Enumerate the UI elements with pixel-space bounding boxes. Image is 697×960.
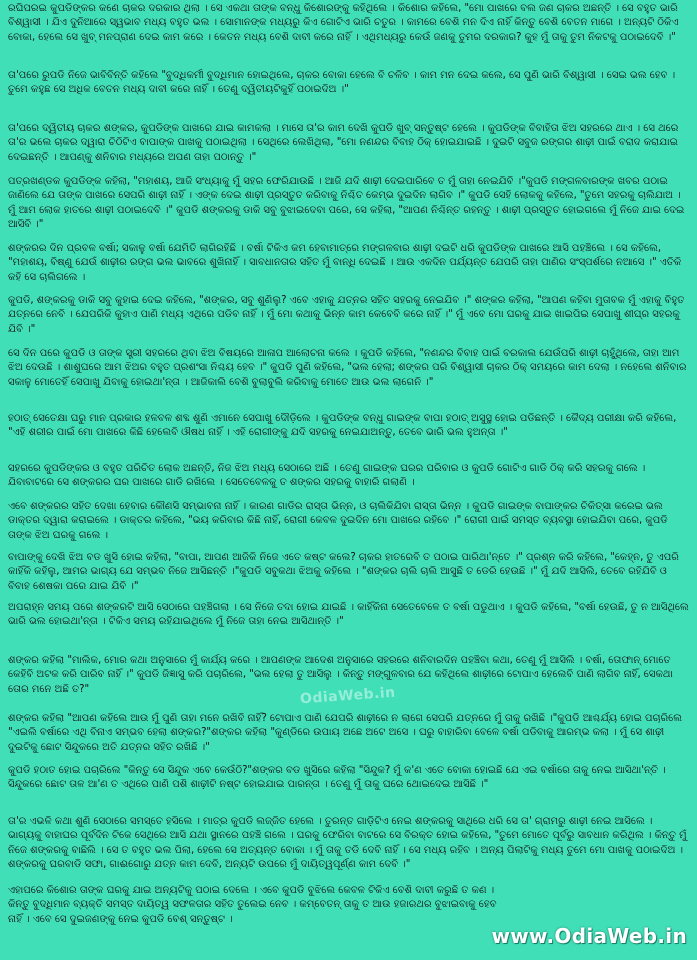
paragraph-5: ଶଙ୍କରର ଦିନ ପ୍ରବଳ ବର୍ଷା; ସକାଳୁ ବର୍ଷା ଯେମିତି ଲାଗିରହିଛି । ବର୍ଷା ଟିକିଏ କମ ହେବାମାତ୍ରେ ମଙ୍ଗଳବାର ଶାଢ଼ୀ ଦଇଟି ଧରି କୁପଡିଙ୍କ ପାଖରେ ଆସି ପହଞ୍ଚିଲେ । ସେ କହିଲେ, "ମହାଶୟ, ବିଷ୍ଣୁ ଯେଉଁ ଶାଢ଼ୀର ରଙ୍ଗ ଭଲ ଭାବରେ ଶୁଖିନାହିଁ । ସାବଧାନତାର ସହିତ ମୁଁ ବାନ୍ଧି ଦେଇଛି । ଆଉ ଏକଦିନ ପର୍ଯ୍ୟନ୍ତ ଯେପରି ତାହା ପାଣିର ସଂସ୍ପର୍ଶରେ ନଆସେ ।" ଏତିକି କହି ସେ ଚାଲିଗଲେ ।: [8, 243, 682, 283]
paragraph-16: ତା'ର ଏଭଳି କଥା ଶୁଣି ସେଠାରେ ସମସ୍ତେ ହସିଲେ । ମାତ୍ର କୁପଡି ଲଜ୍ଜିତ ହେଲେ । ତୁରନ୍ତ ଗାଡ଼ିଟିଏ ନେଇ ଶଙ୍କରକୁ ସାଥିରେ ଧରି ସେ ତା' ଗ୍ରାମରୁ ଶାଢ଼ୀ ନେଇ ଆସିଲେ । ଭାଗ୍ୟକୁ ବାହାଘର ପୂର୍ବଦିନ ଟିକେ ସେଥିରେ ଆସି ଯଥା ସ୍ଥାନରେ ପହଞ୍ଚି ଗଲେ । ଘରକୁ ଫେରିବା ବାଟରେ ସେ ବିରକ୍ତ ହୋଇ କହିଲେ, "ତୁମେ ମୋତେ ପୂର୍ବରୁ ସାବଧାନ କରିଥିଲ । କିନ୍ତୁ ମୁଁ ନିଜେ ଶଙ୍କରକୁ ବାଛିଲି । ସେ ତ ବହୁତ ଭଲ ପିଲା, ହେଲେ ସେ ଅତ୍ୟନ୍ତ ବୋକା । ମୁଁ ତାକୁ ତଡି ଦେବି ନାହିଁ । ସେ ମଧ୍ୟ ରହିବ । ଅନ୍ୟ ପିଲାଟିକୁ ମଧ୍ୟ ତୁମେ ମୋ ପାଖକୁ ପଠାଇଦିଅ । ଶଙ୍କରକୁ ଘରବାଡି ସଫା, ଗାଈଗୋରୁ ଯତ୍ନ କାମ ଦେବି, ଅନ୍ୟଟି ଉପରେ ମୁଁ ଦାୟିତ୍ୱପୂର୍ଣ୍ଣ କାମ ଦେବି ।": [8, 816, 687, 870]
paragraph-3: ତା'ପରେ ଦ୍ୱିତୀୟ ଚାକର ଶଙ୍କର, କୁପଡିଙ୍କ ପାଖରେ ଯାଇ କାମକଲା । ମାସେ ତା'ର କାମ ଦେଖି କୁପଡି ଖୁବ୍ ସନ୍ତୁଷ୍ଟ ହେଲେ । କୁପଡିଙ୍କ ବିବାହିତା ଝିଅ ସହରରେ ଥାଏ । ସେ ଥରେ ତା'ର ଭଲେ ଚାକର ଦ୍ୱାରା ଚିଠିଟିଏ ବାପାଙ୍କ ପାଖକୁ ପଠାଇଥିଲା । ସେଥିରେ ଲେଖିଥିଲା, "ମୋ ନଣନ୍ଦର ବିବାହ ଠିକ୍ ହୋଇଯାଇଛି । ଦୁଇଟି ସବୁଜ ରଙ୍ଗର ଶାଢ଼ୀ ପାଇଁ ବରାଦ କରାଯାଇ ଦେଇଛନ୍ତି । ଆପଣ୍କୁ ଶନିବାର ମଧ୍ୟରେ ଅପଣ ତାହା ପଠାନ୍ତୁ ।": [8, 123, 679, 163]
paragraph-14: ଶଙ୍କର କହିଲା "ଆପଣ କହିଲେ ଆଉ ମୁଁ ପୁଣି ତାହା ମନେ ରଖିବି ନାହିଁ? ଟୋପାଏ ପାଣି ଯେପରି ଶାଢ଼ୀରେ ନ ଲାଗେ ସେପରି ଯତ୍ନରେ ମୁଁ ତାକୁ ରଖିଛି ।"କୁପଡି ଆଶ୍ଚର୍ଯ୍ୟ ହୋଇ ପଚାରିଲେ "ଏଇଲି ବର୍ଷାରେ ଏଥି ବିନାଏ ସମ୍ଭବ ହେଲା ଶଙ୍କର?"ଶଙ୍କର କହିଲା "କୁଣ୍ଡିରେ ଉପାୟ ଅଛେ ଅଟେ ଅସେ । ଘରୁ ବାହାରିବା ବେଳେ ବର୍ଷା ପଡିବାକୁ ଆରମ୍ଭ କଲା । ମୁଁ ସେ ଶାଢ଼ୀ ଦୁଇଟିକୁ ଛୋଟ ସିନ୍ଦୁକରେ ଅତି ଯତ୍ନର ସହିତ ରଖିଛି ।": [8, 713, 683, 753]
paragraph-6: କୁପଡି, ଶଙ୍କରକୁ ଡାକି ସବୁ କୁହାଇ ଦେଇ କହିଲେ, "ଶଙ୍କର, ସବୁ ଶୁଣିଲୁ? ଏବେ ଏହାକୁ ଯତ୍ନର ସହିତ ସହରକୁ ନେଇଯିବ ।" ଶଙ୍କର କହିଲା, "ଆପଣ କହିବା ମୁତାବକ ମୁଁ ଏହାକୁ ବିହୁତ ଯତ୍ନରେ ନେବି । ଯେପରିକି କୁହାଏ ପାଣି ମଧ୍ୟ ଏଥିରେ ପଡିବ ନାହିଁ । ମୁଁ ମୋ କଥାକୁ ଭିନ୍ନ କାମ କେବେବି କରେ ନାହିଁ ।" ମୁଁ ଏବେ ମୋ ଘରକୁ ଯାଇ ଖାଇପିଇ ସେପାଖୁ ଶୀଘ୍ର ସହରକୁ ଯିବି ।": [8, 295, 685, 335]
paragraph-4: ପତ୍ରଖଣ୍ଡକ କୁପଡିଙ୍କ କହିଲା, "ମହାଶୟ, ଆଜି ସଂଧ୍ୟାକୁ ମୁଁ ସହର ଫେରିଯାଉଛି । ଆଜି ଯଦି ଶାଢ଼ୀ ଦେଇପାରିବେ ତ ମୁଁ ତାହା ନେଇଯିବି ।"କୁପଡି ମଙ୍ଗଳବାରଙ୍କ ଖବର ପଠାଇ ଜାଣିଲେ ଯେ ତାଙ୍କ ପାଖରେ ସେପରି ଶାଢ଼ୀ ନାହିଁ । ଏଙ୍କ ଦେଇ ଶାଢ଼ୀ ପ୍ରସ୍ତୁତ କରିବାକୁ ନିଶ୍ଚିତ କେମ୍ଭ ଦୁଇଦିନ ଲାଗିବ ।" କୁପଡି ସେହି ଲୋକକୁ କହିଲେ, "ତୁମେ ସହରକୁ ଚାଲିଯାଅ । ମୁଁ ଆମ ଲୋକ ହାତରେ ଶାଢ଼ୀ ପଠାଇଦେବି ।" କୁପଡି ଶଙ୍କରକୁ ଡାକି ସବୁ ବୁଝାଇଦେବା ପରେ, ସେ କହିଲା, "ଆପଣ ନିଶ୍ଚିନ୍ତ ରହନ୍ତୁ । ଶାଢ଼ୀ ପ୍ରସ୍ତୁତ ହୋଇଗଲେ ମୁଁ ନିଜେ ଯାଇ ଦେଇ ଆସିବି ।": [8, 176, 685, 230]
paragraph-12: ଅପରାହ୍ନ ସମୟ ପରେ ଶଙ୍କରଟି ଆସି ସେଠାରେ ପହଞ୍ଚିଗଲା । ସେ ନିଜେ ତଦା ହୋଇ ଯାଇଛି । କାହିଁକିନା ସେତେବେଳେ ତ ବର୍ଷା ପଡୁଥାଏ । କୁପଡି କହିଲେ, "ବର୍ଷା ହେଉଛି, ତୁ ନ ଆସିଥିଲେ ଭାରି ଭଲ ହୋଇଥା'ନ୍ତା । ଟିକିଏ ସମୟ ରହିଯାଇଥିଲେ ମୁଁ ନିଜେ ତାହା ନେଇ ଆସିଥାନ୍ତି ।": [8, 602, 689, 628]
paragraph-13: ଶଙ୍କର କହିଲା "ମାଲିକ, ମୋର କଥା ଅନୁସାରେ ମୁଁ କାର୍ଯ୍ୟ କରେ । ଆପଣଙ୍କ ଆଦେଶ ଅନୁସାରେ ସହରରେ ଶନିବାରଦିନ ପହଞ୍ଚିବା କଥା, ତେଣୁ ମୁଁ ଆସିଲି । ବର୍ଷା, ତୋଫାନ୍ ମୋତେ କେହିବି ଅଟକ କରି ପାରିବ ନାହିଁ ।" କୁପଡି ଜିଜ୍ଞାସୁ କରି ପଚାରିଲେ, "ଭଲ ହେଲା ତୁ ଆସିଲୁ । କିନ୍ତୁ ମଙ୍ଗୁଳବାର ଯେ କହିଥିଲେ ଶାଢ଼ୀରେ ଟୋପାଏ ହେଲେବି ପାଣି ଲାଗିବ ନାହିଁ, ସେକଥା ତୋର ମନେ ଅଛି ତ?": [8, 655, 673, 695]
paragraph-2: ତା'ପରେ ରୁପଡି ନିଜେ ଭାବିବିନ୍ତି କହିଲେ "ବୁଦ୍ଧିକର୍ମୀ ବୁଦ୍ଧିମାନ ହୋଇଥିଲେ, ଚାକର ବୋକା ହେଲେ ବି ଚଳିବ । କାମ ମନ ଦେଇ କଲେ, ସେ ପୁଣି ଭାରି ବିଶ୍ୱାସୀ । ସେଇ ଭଲ ହେବ । ତୁମେ କହୁଛ ସେ ଅଧିକ ବେତନ ମଧ୍ୟ ଦାବୀ କରେ ନାହିଁ । ତେଣୁ ଦ୍ୱିତୀୟଟିକୁହିଁ ପଠାଇଦିଅ ।": [8, 70, 676, 96]
paragraph-17: ଏହାପରେ କିଶୋର ତାଙ୍କ ଘରକୁ ଯାଇ ଅନ୍ୟଟିକୁ ପଠାଇ ଦେଲେ । ଏବେ କୁପଡି ବୁଝିଲେ କେବଳ ଟିକିଏ ବେଶି ଦାବୀ କରୁଛି ତ କଣ । କିନ୍ତୁ ବୁଦ୍ଧିମାନ ବ୍ୟକ୍ତି ସମସ୍ତ ଦାୟିତ୍ୱ ସଫଳତାର ସହିତ ତୁଲେଇ ନେବ । କମ୍ବେତନ୍ ତାକୁ ତ ଆଉ ହଜାରଥର ବୁଝାଇବାକୁ ହେବ ନାହିଁ । ଏବେ ସେ ଦୁଇଜଣଙ୍କୁ ନେଇ କୁପଡି ବେଶ୍ ସନ୍ତୁଷ୍ଟ ।: [8, 885, 497, 925]
paragraph-15: କୁପଡି ହଠାତ ହୋଇ ପଚାରିଲେ "କିନ୍ତୁ ସେ ସିନ୍ଦୁକ ଏବେ କେଉଁଠି?"ଶଙ୍କର ବଡ ଖୁସିରେ କହିଲା "ସିନ୍ଦୁକ? ମୁଁ କ'ଣ ଏତେ ବୋକା ହୋଇଛି ଯେ ଏଇ ବର୍ଷାରେ ତାକୁ ନେଇ ଆସିଥା'ନ୍ତି । ସିନ୍ଦୁକରେ ଛୋଟ ତାଳ ଆ'ଣ ତ ଏଥିରେ ପାଣି ପଶି ଶାଢ଼ୀଟି ନଷ୍ଟ ହୋଇଯାଇ ପାରନ୍ତା । ତେଣୁ ମୁଁ ତାକୁ ଘରେ ଥୋଇଦେଇ ଆସିଛି ।": [8, 765, 666, 791]
paragraph-9: ସହରରେ କୁପଡିଙ୍କର ଓ ବହୁତ ପରିଚିତ ଲୋକ ଅଛନ୍ତି, ନିଜ ଝିଅ ମଧ୍ୟ ସେଠାରେ ଅଛି । ତେଣୁ ଗାଇଙ୍କ ଘରର ପରିବାର ଓ କୁପଡି ଗୋଟିଏ ଗାଡି ଠିକ୍ କରି ସହରକୁ ଗଲେ । ଯିବାବାଟରେ ସେ ଶଙ୍କରର ଘର ପାଖରେ ଗାଡି ରଖିଲେ । ସେତେବେଳକୁ ତ ଶଙ୍କର ସହରକୁ ବାହାରି ଗଲାଣି ।: [8, 463, 646, 489]
paragraph-11: ବାପାଙ୍କୁ ଦେଖି ଝିଅ ବଡ ଖୁସି ହୋଇ କହିଲା, "ବାପା, ଆପଣ ଆଜିକି ନିଜେ ଏତେ କଷ୍ଟ କଲେ? ଚାକର ହାତରେବି ତ ପଠାଇ ପାରିଥା'ନ୍ତେ ।" ପ୍ରଶ୍ନ କରି କହିଲେ, "କେହ୍ନ, ତୁ ଏପରି କାହିଁକି କହିଲୁ, ଆମର ଭାଗ୍ୟ ଯେ ସମ୍ଭବ ନିଜେ ଆସିଛନ୍ତି ।"କୁପଡି ସବୁକଥା ଝିଅକୁ କହିଲେ । "ଶଙ୍କର ଚାଲି ଚାଲି ଆସୁଛି ତ ଡେରି ହେଉଛି ।" ମୁଁ ଯଦି ଆସିଲି, ତେବେ ରହିଯିବି ଓ ବିବାହ ଶେଷକା ପରେ ଯାଇ ଯିବି ।": [8, 552, 679, 592]
paragraph-10: ଏବେ ଶଙ୍କରର ସହିତ ଦେଖା ହେବାର କୌଣସି ସମ୍ଭାବନା ନାହିଁ । କାରଣ ଗାଡିର ରାସ୍ତା ଭିନ୍ନ, ଓ ଚାଲିକିଯିବା ରାସ୍ତା ଭିନ୍ନ । କୁପଡି ଗାଇଙ୍କ ବାପାଙ୍କର ଚିକିତ୍ସା କରେଇ ଭଲ ଡାକ୍ତର ଦ୍ୱାରା କରାଇଲେ । ଡାକ୍ତର କହିଲେ, "ଭୟ କରିବାର କିଛି ନାହିଁ, ରୋଗୀ କେବଳ ଦୁଇଦିନ ମୋ ପାଖରେ ରହିବେ ।" ରୋଗୀ ପାଇଁ ସମସ୍ତ ବ୍ୟବସ୍ଥା ହୋଇଯିବା ପରେ, କୁପଡି ତାଙ୍କ ଝିଅ ଘରକୁ ଗଲେ ।: [8, 501, 668, 541]
paragraph-7: ସେ ଦିନ ପରେ କୁପଡି ଓ ତାଙ୍କ ସ୍ତ୍ରୀ ସହରରେ ଥିବା ଝିଅ ବିଷୟରେ ଆଳାପ ଆଲୋଚନା କଲେ । କୁପଡି କହିଲେ, "ନଣନ୍ଦର ବିବାହ ପାଇଁ ବରକାଲ ଯେଉଁପରି ଶାଢ଼ୀ ଚାହୁଁଥିଲେ, ତାହା ଆମ ଝିଅ ଦେଉଛି । ଶାଶୁଘରେ ଆମ ଝିଅର ବହୁତ ପ୍ରଶଂସା ନିଶ୍ଚୟ ହେବ ।" କୁପଡି ପୁଣି କହିଲେ, "ଭଲ ହେଲା; ଶଙ୍କର ପରି ବିଶ୍ୱାସୀ ଚାକର ଠିକ୍ ସମୟରେ କାମ ଦେଲା । ନହେଲେ ଶନିବାର ସକାଳୁ ମୋତେହିଁ ସେପାଖୁ ଯିବାକୁ ହୋଇଥା'ନ୍ତା । ଆଜିକାଲି ବେଶି ବୁଲାବୁଲି କରିବାକୁ ମୋତେ ଆଉ ଭଲ ଲାଗେନି ।": [8, 348, 687, 388]
paragraph-8: ହଠାତ୍ ସେତେକ୍ଷା ଘରୁ ମାନ ପ୍ରକାର ହଳବଳ ଶବ୍ଦ ଶୁଣି ଏମାନେ ସେପାଖୁ ଦୌଡ଼ିଲେ । କୁପଡିଙ୍କ ବନ୍ଧୁ ଗାଇଙ୍କ ବାପା ହଠାତ୍ ଅସୁସ୍ଥ ହୋଇ ପଡିଛନ୍ତି । କୈଦ୍ୟ ପରୀକ୍ଷା କରି କହିଲେ, "ଏହି ଶରୀର ପାଇଁ ମୋ ପାଖରେ କିଛି ହେଲେବି ଔଷଧ ନାହିଁ । ଏହି ରୋଗୀଙ୍କୁ ଯଦି ସହରକୁ ନେଇଯାଅନ୍ତୁ, ତେବେ ଭାରି ଭଲ ହୁଅନ୍ତା ।": [8, 413, 677, 439]
paragraph-1: ରଘିପରଇ କୁପଡିଙ୍କର କଣେ ଚାକର ଦରକାର ଥିଲା । ସେ ଏକଥା ତାଙ୍କ ବନ୍ଧୁ କିଶୋରଙ୍କୁ କହିଥିଲେ । କିଶୋର କହିଲେ, "ମୋ ପାଖରେ ବଲ ଜଣ ଚାକର ଅଛନ୍ତି । ସେ ବହୁତ ଭାରି ବିଶ୍ୱାସୀ । ଯିଏ ଦୁନିଆରେ ସ୍ୱଭାବ ମଧ୍ୟ ବହୁତ ଭଲ । ସୋମାନଙ୍କ ମଧ୍ୟରୁ କିଏ ଗୋଟିଏ ଭାରି ଚତୁର । କାମରେ ବେଶି ମନ ଦିଏ ନାହିଁ କିନ୍ତୁ ବେଶି ବେତନ ମାଗେ । ଅନ୍ୟଟି ଠିକିଏ ବୋକା, ହେଲେ ସେ ଖୁବ୍ ମନପ୍ରାଣ ଦେଇ କାମ କରେ । କେତନ ମଧ୍ୟ ବେଶି ଦାବୀ କରେ ନାହିଁ । ଏଥିମଧ୍ୟରୁ କେଉଁ ଜଣକୁ ତୁମର ଦରକାର? କୁହ ମୁଁ ତାକୁ ତୁମ ନିକଟକୁ ପଠାଇଦେବି ।": [8, 3, 679, 43]
site-brand-label: www.OdiaWeb.in: [491, 924, 687, 948]
watermark-logo: OdiaWeb.in: [299, 684, 397, 708]
